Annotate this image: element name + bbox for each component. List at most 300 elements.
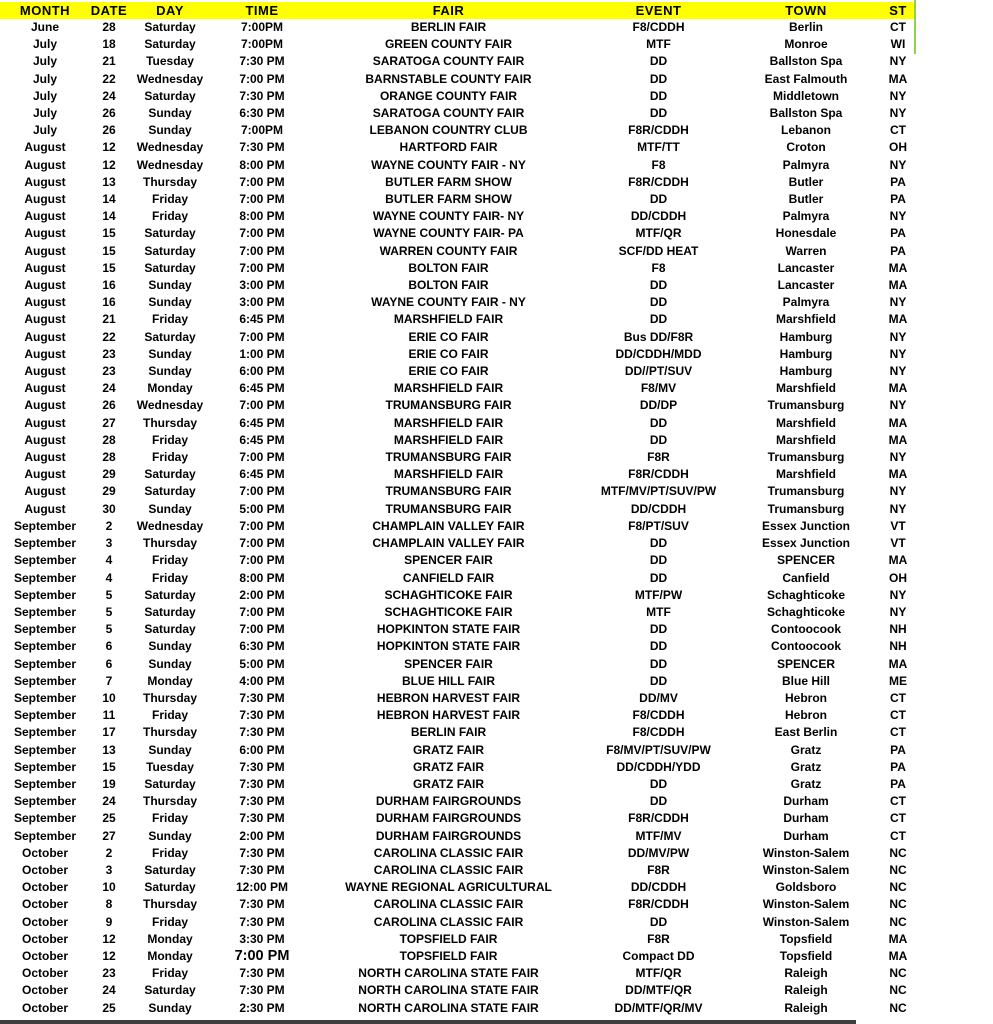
cell-time[interactable]: 6:45 PM [239, 467, 285, 482]
cell-fair[interactable]: WAYNE COUNTY FAIR - NY [371, 157, 526, 172]
cell-time[interactable]: 7:00PM [240, 123, 284, 138]
cell-st[interactable]: PA [890, 243, 906, 258]
cell-town[interactable]: Monroe [784, 37, 828, 52]
cell-fair[interactable]: NORTH CAROLINA STATE FAIR [358, 966, 539, 981]
cell-event[interactable]: DD [649, 622, 668, 637]
cell-time[interactable]: 7:30 PM [239, 914, 285, 929]
cell-town[interactable]: Trumansburg [767, 501, 845, 516]
cell-fair[interactable]: CHAMPLAIN VALLEY FAIR [372, 518, 525, 533]
cell-month[interactable]: August [24, 226, 66, 241]
cell-event[interactable]: DD [649, 278, 668, 293]
cell-day[interactable]: Monday [147, 673, 193, 688]
cell-day[interactable]: Saturday [144, 604, 196, 619]
cell-day[interactable]: Saturday [144, 862, 196, 877]
cell-day[interactable]: Saturday [144, 243, 196, 258]
cell-month[interactable]: July [32, 54, 57, 69]
cell-date[interactable]: 11 [102, 708, 116, 723]
cell-date[interactable]: 17 [102, 725, 116, 740]
cell-fair[interactable]: LEBANON COUNTRY CLUB [369, 123, 528, 138]
cell-st[interactable]: NC [889, 1000, 907, 1015]
cell-event[interactable]: F8R [647, 862, 670, 877]
cell-day[interactable]: Monday [147, 931, 193, 946]
cell-day[interactable]: Sunday [148, 501, 192, 516]
cell-st[interactable]: PA [890, 776, 906, 791]
cell-day[interactable]: Wednesday [136, 140, 204, 155]
cell-fair[interactable]: CAROLINA CLASSIC FAIR [373, 914, 524, 929]
cell-town[interactable]: Hamburg [779, 364, 833, 379]
cell-time[interactable]: 6:45 PM [239, 381, 285, 396]
cell-date[interactable]: 12 [102, 931, 116, 946]
cell-fair[interactable]: BUTLER FARM SHOW [385, 192, 512, 207]
cell-st[interactable]: CT [890, 811, 906, 826]
cell-fair[interactable]: SCHAGHTICOKE FAIR [384, 604, 513, 619]
cell-fair[interactable]: BOLTON FAIR [408, 260, 489, 275]
cell-month[interactable]: September [13, 708, 77, 723]
cell-st[interactable]: MA [888, 432, 908, 447]
cell-time[interactable]: 7:30 PM [239, 811, 285, 826]
cell-month[interactable]: August [24, 398, 66, 413]
cell-st[interactable]: MA [888, 278, 908, 293]
cell-date[interactable]: 18 [102, 37, 116, 52]
cell-time[interactable]: 7:30 PM [239, 966, 285, 981]
cell-fair[interactable]: ERIE CO FAIR [408, 364, 489, 379]
cell-date[interactable]: 2 [105, 845, 113, 860]
cell-date[interactable]: 21 [102, 312, 116, 327]
cell-event[interactable]: DD/DP [639, 398, 678, 413]
cell-town[interactable]: Trumansburg [767, 450, 845, 465]
cell-date[interactable]: 29 [102, 467, 116, 482]
cell-time[interactable]: 7:30 PM [239, 88, 285, 103]
cell-town[interactable]: Berlin [788, 20, 823, 34]
cell-date[interactable]: 26 [102, 398, 116, 413]
cell-event[interactable]: DD [649, 432, 668, 447]
cell-day[interactable]: Saturday [144, 622, 196, 637]
cell-month[interactable]: September [13, 776, 77, 791]
cell-st[interactable]: PA [890, 174, 906, 189]
cell-day[interactable]: Friday [151, 914, 188, 929]
cell-st[interactable]: NY [889, 484, 907, 499]
cell-st[interactable]: MA [888, 553, 908, 568]
cell-date[interactable]: 6 [105, 639, 113, 654]
cell-time[interactable]: 7:00 PM [239, 192, 285, 207]
cell-event[interactable]: DD [649, 553, 668, 568]
cell-time[interactable]: 7:00PM [240, 20, 284, 34]
cell-town[interactable]: Raleigh [784, 966, 828, 981]
cell-day[interactable]: Sunday [148, 1000, 192, 1015]
cell-month[interactable]: August [24, 415, 66, 430]
cell-town[interactable]: Hebron [785, 690, 827, 705]
cell-date[interactable]: 3 [105, 862, 113, 877]
cell-time[interactable]: 6:30 PM [239, 639, 285, 654]
cell-day[interactable]: Friday [151, 708, 188, 723]
cell-day[interactable]: Sunday [148, 364, 192, 379]
cell-st[interactable]: VT [890, 518, 906, 533]
cell-event[interactable]: F8 [651, 260, 666, 275]
cell-time[interactable]: 3:30 PM [239, 931, 285, 946]
cell-st[interactable]: VT [890, 536, 906, 551]
cell-date[interactable]: 22 [102, 71, 116, 86]
cell-day[interactable]: Saturday [144, 226, 196, 241]
cell-event[interactable]: MTF/QR [635, 226, 682, 241]
cell-st[interactable]: PA [890, 192, 906, 207]
cell-event[interactable]: DD/CDDH/MDD [615, 346, 702, 361]
cell-event[interactable]: MTF/QR [635, 966, 682, 981]
cell-date[interactable]: 14 [102, 192, 116, 207]
cell-month[interactable]: September [13, 794, 77, 809]
cell-town[interactable]: Trumansburg [767, 398, 845, 413]
cell-time[interactable]: 7:00 PM [234, 947, 290, 964]
cell-event[interactable]: Bus DD/F8R [623, 329, 694, 344]
cell-st[interactable]: CT [890, 725, 906, 740]
cell-fair[interactable]: CANFIELD FAIR [402, 570, 495, 585]
cell-fair[interactable]: BUTLER FARM SHOW [385, 174, 512, 189]
cell-fair[interactable]: CHAMPLAIN VALLEY FAIR [372, 536, 525, 551]
cell-time[interactable]: 7:00PM [240, 37, 284, 52]
cell-town[interactable]: SPENCER [776, 553, 835, 568]
cell-date[interactable]: 15 [102, 759, 116, 774]
cell-date[interactable]: 25 [102, 811, 116, 826]
cell-month[interactable]: August [24, 501, 66, 516]
cell-fair[interactable]: HARTFORD FAIR [399, 140, 498, 155]
cell-time[interactable]: 5:00 PM [239, 656, 285, 671]
cell-day[interactable]: Thursday [142, 536, 197, 551]
cell-time[interactable]: 7:30 PM [239, 725, 285, 740]
cell-st[interactable]: CT [890, 828, 906, 843]
cell-town[interactable]: East Berlin [774, 725, 838, 740]
cell-event[interactable]: MTF [646, 604, 671, 619]
cell-time[interactable]: 7:00 PM [239, 484, 285, 499]
cell-time[interactable]: 7:00 PM [239, 553, 285, 568]
cell-st[interactable]: MA [888, 381, 908, 396]
cell-time[interactable]: 8:00 PM [239, 157, 285, 172]
cell-month[interactable]: August [24, 364, 66, 379]
cell-fair[interactable]: GREEN COUNTY FAIR [384, 37, 513, 52]
cell-st[interactable]: CT [890, 690, 906, 705]
cell-st[interactable]: WI [890, 37, 906, 52]
cell-month[interactable]: August [24, 209, 66, 224]
cell-day[interactable]: Friday [151, 209, 188, 224]
cell-time[interactable]: 4:00 PM [239, 673, 285, 688]
cell-fair[interactable]: HOPKINTON STATE FAIR [376, 622, 521, 637]
cell-event[interactable]: DD [649, 88, 668, 103]
cell-time[interactable]: 7:30 PM [239, 983, 285, 998]
cell-town[interactable]: Raleigh [784, 983, 828, 998]
cell-town[interactable]: Honesdale [775, 226, 837, 241]
cell-date[interactable]: 13 [102, 174, 116, 189]
cell-date[interactable]: 13 [102, 742, 116, 757]
cell-fair[interactable]: MARSHFIELD FAIR [393, 415, 504, 430]
cell-fair[interactable]: SPENCER FAIR [404, 553, 493, 568]
cell-month[interactable]: July [32, 71, 57, 86]
cell-day[interactable]: Sunday [148, 742, 192, 757]
cell-date[interactable]: 3 [105, 536, 113, 551]
cell-month[interactable]: August [24, 432, 66, 447]
cell-fair[interactable]: WAYNE COUNTY FAIR- PA [373, 226, 524, 241]
cell-day[interactable]: Saturday [144, 20, 196, 34]
cell-fair[interactable]: BOLTON FAIR [408, 278, 489, 293]
cell-town[interactable]: Winston-Salem [762, 897, 850, 912]
cell-time[interactable]: 7:30 PM [239, 794, 285, 809]
cell-fair[interactable]: MARSHFIELD FAIR [393, 467, 504, 482]
cell-day[interactable]: Saturday [144, 983, 196, 998]
cell-event[interactable]: F8 [651, 157, 666, 172]
cell-fair[interactable]: DURHAM FAIRGROUNDS [375, 811, 522, 826]
cell-month[interactable]: August [24, 484, 66, 499]
cell-st[interactable]: NY [889, 604, 907, 619]
cell-day[interactable]: Friday [151, 811, 188, 826]
cell-month[interactable]: October [21, 845, 68, 860]
cell-month[interactable]: October [21, 966, 68, 981]
cell-town[interactable]: Middletown [773, 88, 839, 103]
column-header-day[interactable]: DAY [128, 2, 212, 19]
cell-town[interactable]: Contoocook [771, 622, 841, 637]
cell-month[interactable]: October [21, 948, 68, 963]
cell-date[interactable]: 23 [102, 966, 116, 981]
cell-day[interactable]: Saturday [144, 37, 196, 52]
cell-date[interactable]: 7 [105, 673, 113, 688]
cell-time[interactable]: 7:30 PM [239, 845, 285, 860]
cell-month[interactable]: August [24, 260, 66, 275]
cell-event[interactable]: F8R/CDDH [628, 811, 689, 826]
cell-month[interactable]: October [21, 914, 68, 929]
cell-day[interactable]: Friday [151, 553, 188, 568]
cell-town[interactable]: Palmyra [782, 295, 830, 310]
cell-time[interactable]: 5:00 PM [239, 501, 285, 516]
cell-event[interactable]: DD [649, 415, 668, 430]
cell-month[interactable]: September [13, 570, 77, 585]
cell-st[interactable]: OH [889, 140, 907, 155]
cell-event[interactable]: DD [649, 192, 668, 207]
cell-time[interactable]: 7:30 PM [239, 897, 285, 912]
cell-fair[interactable]: TOPSFIELD FAIR [399, 931, 498, 946]
cell-event[interactable]: DD [649, 776, 668, 791]
cell-date[interactable]: 15 [102, 260, 116, 275]
cell-time[interactable]: 8:00 PM [239, 209, 285, 224]
cell-town[interactable]: Durham [783, 828, 829, 843]
cell-date[interactable]: 28 [102, 432, 116, 447]
cell-day[interactable]: Sunday [148, 278, 192, 293]
cell-month[interactable]: September [13, 639, 77, 654]
cell-date[interactable]: 4 [105, 570, 113, 585]
cell-town[interactable]: Marshfield [775, 381, 836, 396]
cell-town[interactable]: Essex Junction [761, 536, 851, 551]
cell-month[interactable]: August [24, 192, 66, 207]
cell-month[interactable]: August [24, 312, 66, 327]
cell-day[interactable]: Thursday [142, 415, 197, 430]
cell-date[interactable]: 8 [105, 897, 113, 912]
cell-fair[interactable]: DURHAM FAIRGROUNDS [375, 828, 522, 843]
cell-time[interactable]: 2:00 PM [239, 828, 285, 843]
cell-month[interactable]: September [13, 622, 77, 637]
cell-day[interactable]: Saturday [144, 776, 196, 791]
cell-month[interactable]: July [32, 88, 57, 103]
cell-month[interactable]: September [13, 742, 77, 757]
cell-town[interactable]: Lancaster [777, 260, 835, 275]
column-header-month[interactable]: MONTH [0, 2, 90, 19]
cell-time[interactable]: 8:00 PM [239, 570, 285, 585]
cell-day[interactable]: Saturday [144, 484, 196, 499]
cell-time[interactable]: 3:00 PM [239, 278, 285, 293]
cell-town[interactable]: Schaghticoke [766, 604, 846, 619]
cell-date[interactable]: 26 [102, 106, 116, 121]
cell-day[interactable]: Friday [151, 966, 188, 981]
cell-fair[interactable]: ORANGE COUNTY FAIR [379, 88, 518, 103]
cell-month[interactable]: August [24, 278, 66, 293]
cell-time[interactable]: 7:00 PM [239, 450, 285, 465]
cell-day[interactable]: Tuesday [146, 54, 194, 69]
cell-fair[interactable]: GRATZ FAIR [412, 742, 485, 757]
cell-fair[interactable]: BERLIN FAIR [410, 725, 487, 740]
cell-fair[interactable]: TOPSFIELD FAIR [399, 948, 498, 963]
cell-fair[interactable]: WAYNE COUNTY FAIR- NY [372, 209, 525, 224]
column-header-st[interactable]: ST [880, 2, 916, 19]
cell-day[interactable]: Monday [147, 381, 193, 396]
cell-st[interactable]: NC [889, 897, 907, 912]
cell-fair[interactable]: TRUMANSBURG FAIR [385, 398, 512, 413]
cell-st[interactable]: MA [888, 415, 908, 430]
cell-time[interactable]: 7:30 PM [239, 690, 285, 705]
cell-fair[interactable]: SPENCER FAIR [404, 656, 493, 671]
cell-st[interactable]: PA [890, 742, 906, 757]
cell-month[interactable]: September [13, 690, 77, 705]
cell-fair[interactable]: ERIE CO FAIR [408, 329, 489, 344]
cell-st[interactable]: MA [888, 948, 908, 963]
cell-town[interactable]: Winston-Salem [762, 845, 850, 860]
cell-date[interactable]: 19 [102, 776, 116, 791]
cell-st[interactable]: NY [889, 398, 907, 413]
cell-fair[interactable]: CAROLINA CLASSIC FAIR [373, 845, 524, 860]
cell-town[interactable]: Topsfield [779, 931, 833, 946]
cell-day[interactable]: Sunday [148, 639, 192, 654]
cell-town[interactable]: Marshfield [775, 415, 836, 430]
cell-event[interactable]: F8R/CDDH [628, 467, 689, 482]
cell-month[interactable]: August [24, 243, 66, 258]
cell-month[interactable]: October [21, 862, 68, 877]
cell-event[interactable]: DD//PT/SUV [624, 364, 693, 379]
cell-st[interactable]: NY [889, 157, 907, 172]
cell-day[interactable]: Sunday [148, 123, 192, 138]
cell-town[interactable]: SPENCER [776, 656, 835, 671]
cell-month[interactable]: August [24, 467, 66, 482]
cell-time[interactable]: 6:00 PM [239, 364, 285, 379]
cell-town[interactable]: Gratz [790, 759, 822, 774]
cell-month[interactable]: August [24, 346, 66, 361]
cell-town[interactable]: East Falmouth [764, 71, 848, 86]
column-header-fair[interactable]: FAIR [312, 2, 585, 19]
cell-town[interactable]: Warren [785, 243, 827, 258]
cell-time[interactable]: 7:00 PM [239, 243, 285, 258]
cell-event[interactable]: F8/PT/SUV [628, 518, 689, 533]
cell-month[interactable]: September [13, 518, 77, 533]
cell-month[interactable]: October [21, 983, 68, 998]
cell-event[interactable]: DD/CDDH [630, 209, 687, 224]
cell-date[interactable]: 2 [105, 518, 113, 533]
cell-st[interactable]: PA [890, 759, 906, 774]
cell-fair[interactable]: WAYNE COUNTY FAIR - NY [371, 295, 526, 310]
cell-fair[interactable]: GRATZ FAIR [412, 759, 485, 774]
cell-date[interactable]: 29 [102, 484, 116, 499]
cell-day[interactable]: Saturday [144, 587, 196, 602]
cell-town[interactable]: Hamburg [779, 346, 833, 361]
cell-event[interactable]: F8R/CDDH [628, 123, 689, 138]
cell-month[interactable]: August [24, 157, 66, 172]
cell-date[interactable]: 5 [105, 587, 113, 602]
cell-event[interactable]: DD [649, 570, 668, 585]
cell-fair[interactable]: CAROLINA CLASSIC FAIR [373, 862, 524, 877]
cell-month[interactable]: September [13, 725, 77, 740]
cell-town[interactable]: Palmyra [782, 209, 830, 224]
cell-town[interactable]: Lebanon [781, 123, 831, 138]
cell-st[interactable]: NY [889, 106, 907, 121]
cell-date[interactable]: 10 [102, 880, 116, 895]
cell-date[interactable]: 16 [102, 295, 116, 310]
cell-day[interactable]: Tuesday [146, 759, 194, 774]
cell-month[interactable]: October [21, 1000, 68, 1015]
cell-day[interactable]: Thursday [142, 725, 197, 740]
cell-month[interactable]: September [13, 828, 77, 843]
cell-event[interactable]: F8R/CDDH [628, 174, 689, 189]
column-header-town[interactable]: TOWN [732, 2, 880, 19]
cell-fair[interactable]: HEBRON HARVEST FAIR [376, 708, 521, 723]
cell-time[interactable]: 6:45 PM [239, 312, 285, 327]
cell-month[interactable]: October [21, 931, 68, 946]
cell-day[interactable]: Sunday [148, 828, 192, 843]
cell-town[interactable]: Schaghticoke [766, 587, 846, 602]
cell-event[interactable]: MTF/PW [634, 587, 683, 602]
cell-month[interactable]: September [13, 759, 77, 774]
cell-time[interactable]: 2:30 PM [239, 1000, 285, 1015]
cell-town[interactable]: Gratz [790, 742, 822, 757]
cell-date[interactable]: 24 [102, 983, 116, 998]
cell-fair[interactable]: TRUMANSBURG FAIR [385, 484, 512, 499]
cell-date[interactable]: 30 [102, 501, 116, 516]
cell-event[interactable]: F8R [647, 450, 670, 465]
cell-day[interactable]: Friday [151, 570, 188, 585]
cell-town[interactable]: Lancaster [777, 278, 835, 293]
cell-town[interactable]: Ballston Spa [769, 54, 843, 69]
cell-date[interactable]: 12 [102, 157, 116, 172]
cell-month[interactable]: July [32, 123, 57, 138]
cell-town[interactable]: Essex Junction [761, 518, 851, 533]
cell-date[interactable]: 10 [102, 690, 116, 705]
cell-event[interactable]: DD [649, 673, 668, 688]
cell-event[interactable]: MTF/MV [635, 828, 682, 843]
cell-day[interactable]: Sunday [148, 346, 192, 361]
cell-date[interactable]: 6 [105, 656, 113, 671]
cell-fair[interactable]: MARSHFIELD FAIR [393, 312, 504, 327]
cell-time[interactable]: 7:30 PM [239, 776, 285, 791]
cell-time[interactable]: 6:45 PM [239, 415, 285, 430]
cell-event[interactable]: DD/MTF/QR [625, 983, 692, 998]
cell-day[interactable]: Monday [147, 948, 193, 963]
cell-event[interactable]: MTF [646, 37, 671, 52]
cell-event[interactable]: DD/MV [639, 690, 678, 705]
cell-day[interactable]: Friday [151, 432, 188, 447]
cell-date[interactable]: 22 [102, 329, 116, 344]
cell-month[interactable]: August [24, 140, 66, 155]
cell-event[interactable]: Compact DD [622, 948, 695, 963]
cell-month[interactable]: September [13, 811, 77, 826]
cell-town[interactable]: Marshfield [775, 467, 836, 482]
cell-town[interactable]: Winston-Salem [762, 914, 850, 929]
cell-time[interactable]: 7:00 PM [239, 622, 285, 637]
cell-day[interactable]: Wednesday [136, 398, 204, 413]
cell-town[interactable]: Winston-Salem [762, 862, 850, 877]
cell-event[interactable]: DD/CDDH [630, 501, 687, 516]
cell-town[interactable]: Palmyra [782, 157, 830, 172]
cell-st[interactable]: CT [890, 794, 906, 809]
cell-town[interactable]: Butler [788, 174, 824, 189]
